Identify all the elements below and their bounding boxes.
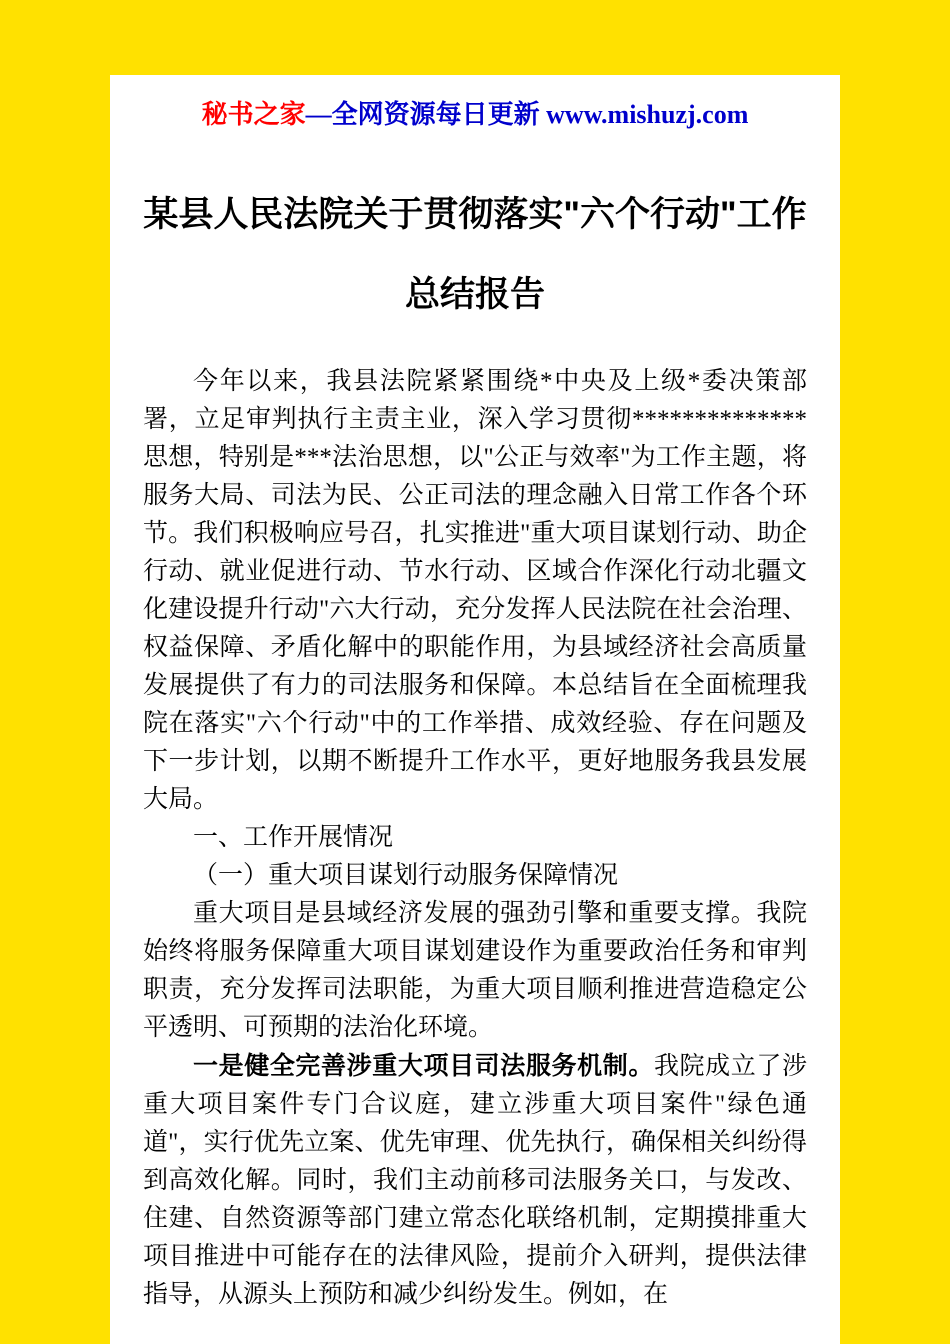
site-header <box>143 97 807 133</box>
paragraph-bold-lead: 一是健全完善涉重大项目司法服务机制。 <box>193 1052 654 1080</box>
section-heading-1: 一、工作开展情况 <box>193 824 394 851</box>
paragraph-intro: 今年以来，我县法院紧紧围绕*中央及上级*委决策部署，立足审判执行主责主业，深入学习贯彻**************思想，特别是***法治思想，以"公正与效率"为工作主题，将服务大局、司法为民、公正司法的理念融入日常工作各个环节。我们积极响应号召，扎实推进"重大项目谋划行动、助企行动、就业促进行动、节水行动、区域合作深化行动北疆文化建设提升行动"六大行动，充分发挥人民法院在社会治理、权益保障、矛盾化解中的职能作用，为县域经济社会高质量发展提供了有力的司法服务和保障。本总结旨在全面梳理我院在落实"六个行动"中的工作举措、成效经验、存在问题及下一步计划，以期不断提升工作水平，更好地服务我县发展大局。 <box>143 368 807 813</box>
paragraph-mechanism-text: 我院成立了涉重大项目案件专门合议庭，建立涉重大项目案件"绿色通道"，实行优先立案、优先审理、优先执行，确保相关纠纷得到高效化解。同时，我们主动前移司法服务关口，与发改、住建、自然资源等部门建立常态化联络机制，定期摸排重大项目推进中可能存在的法律风险，提前介入研判，提供法律指导，从源头上预防和减少纠纷发生。例如，在 <box>143 1053 807 1308</box>
site-brand: 秘书之家 <box>201 100 306 129</box>
document-title: 某县人民法院关于贯彻落实"六个行动"工作总结报告 <box>143 195 807 314</box>
document-sheet <box>110 75 840 1344</box>
paragraph-major-projects: 重大项目是县域经济发展的强劲引擎和重要支撑。我院始终将服务保障重大项目谋划建设作为重要政治任务和审判职责，充分发挥司法职能，为重大项目顺利推进营造稳定公平透明、可预期的法治化环境。 <box>143 900 807 1041</box>
site-url: www.mishuzj.com <box>546 100 749 129</box>
document-body <box>143 363 807 1314</box>
subsection-heading-1-1: （一）重大项目谋划行动服务保障情况 <box>193 862 619 889</box>
site-tagline: —全网资源每日更新 <box>305 100 547 129</box>
paragraph-mechanism <box>143 1047 807 1314</box>
